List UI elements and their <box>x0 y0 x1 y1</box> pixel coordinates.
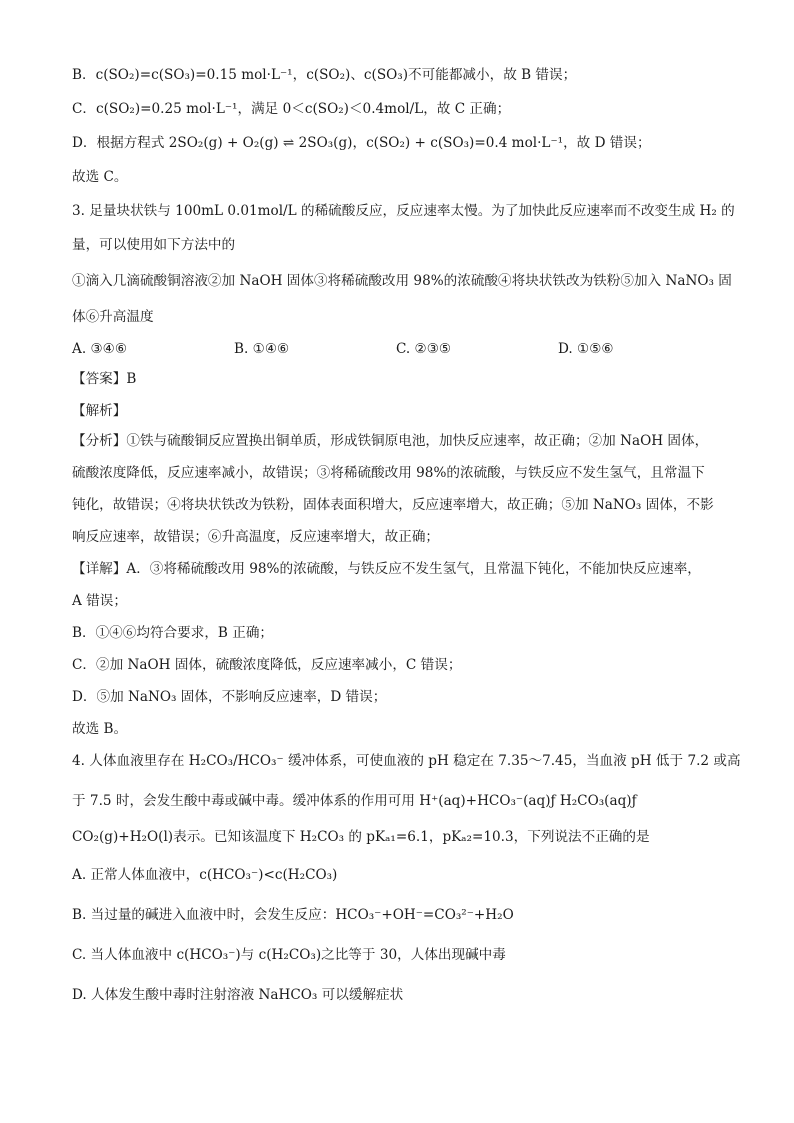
question-3-option-b: B. ①④⑥ <box>234 341 290 357</box>
answer-label: 【答案】B <box>72 371 137 387</box>
question-3-option-d: D. ①⑤⑥ <box>558 341 614 357</box>
question-3-stem: 体⑥升高温度 <box>72 309 154 325</box>
question-4-stem: 于 7.5 时，会发生酸中毒或碱中毒。缓冲体系的作用可用 H⁺(aq)+HCO₃⁻(aq)ƒ H₂CO₃(aq)ƒ <box>72 793 637 809</box>
analysis-label: 【解析】 <box>72 403 127 419</box>
question-3-stem: 量，可以使用如下方法中的 <box>72 237 236 253</box>
question-3-option-a: A. ③④⑥ <box>72 341 128 357</box>
question-3-option-c: C. ②③⑤ <box>396 341 452 357</box>
text-line: B．c(SO₂)=c(SO₃)=0.15 mol·L⁻¹，c(SO₂)、c(SO₃)不可能都减小，故 B 错误； <box>72 67 577 83</box>
question-3-stem: ①滴入几滴硫酸铜溶液②加 NaOH 固体③将稀硫酸改用 98%的浓硫酸④将块状铁改为铁粉⑤加入 NaNO₃ 固 <box>72 273 732 289</box>
question-4-option-c: C. 当人体血液中 c(HCO₃⁻)与 c(H₂CO₃)之比等于 30，人体出现碱中毒 <box>72 947 506 963</box>
question-4-option-a: A. 正常人体血液中，c(HCO₃⁻)<c(H₂CO₃) <box>72 867 338 883</box>
question-4-option-b: B. 当过量的碱进入血液中时，会发生反应：HCO₃⁻+OH⁻=CO₃²⁻+H₂O <box>72 907 514 923</box>
detail-text: B．①④⑥均符合要求，B 正确； <box>72 625 274 641</box>
analysis-text: 硫酸浓度降低，反应速率减小，故错误；③将稀硫酸改用 98%的浓硫酸，与铁反应不发生氢气，且常温下 <box>72 465 705 481</box>
detail-text: 故选 B。 <box>72 721 128 737</box>
detail-text: A 错误； <box>72 593 127 609</box>
text-line: 故选 C。 <box>72 169 128 185</box>
analysis-text: 响反应速率，故错误；⑥升高温度，反应速率增大，故正确； <box>72 529 440 545</box>
question-4-stem: CO₂(g)+H₂O(l)表示。已知该温度下 H₂CO₃ 的 pKₐ₁=6.1，pKₐ₂=10.3，下列说法不正确的是 <box>72 829 650 845</box>
question-4-option-d: D. 人体发生酸中毒时注射溶液 NaHCO₃ 可以缓解症状 <box>72 987 404 1003</box>
detail-text: D．⑤加 NaNO₃ 固体，不影响反应速率，D 错误； <box>72 689 387 705</box>
detail-text: C．②加 NaOH 固体，硫酸浓度降低，反应速率减小，C 错误； <box>72 657 462 673</box>
question-3-stem: 3. 足量块状铁与 100mL 0.01mol/L 的稀硫酸反应，反应速率太慢。为了加快此反应速率而不改变生成 H₂ 的 <box>72 203 735 219</box>
question-4-stem: 4. 人体血液里存在 H₂CO₃/HCO₃⁻ 缓冲体系，可使血液的 pH 稳定在 7.35～7.45，当血液 pH 低于 7.2 或高 <box>72 753 741 769</box>
text-line: D．根据方程式 2SO₂(g) + O₂(g) ⇌ 2SO₃(g)，c(SO₂) + c(SO₃)=0.4 mol·L⁻¹，故 D 错误； <box>72 135 651 151</box>
text-line: C．c(SO₂)=0.25 mol·L⁻¹，满足 0＜c(SO₂)＜0.4mol/L，故 C 正确； <box>72 101 511 117</box>
detail-text: 【详解】A．③将稀硫酸改用 98%的浓硫酸，与铁反应不发生氢气，且常温下钝化，不能加快反应速率， <box>72 561 701 577</box>
analysis-text: 钝化，故错误；④将块状铁改为铁粉，固体表面积增大，反应速率增大，故正确；⑤加 NaNO₃ 固体，不影 <box>72 497 714 513</box>
analysis-text: 【分析】①铁与硫酸铜反应置换出铜单质，形成铁铜原电池，加快反应速率，故正确；②加 NaOH 固体， <box>72 433 709 449</box>
